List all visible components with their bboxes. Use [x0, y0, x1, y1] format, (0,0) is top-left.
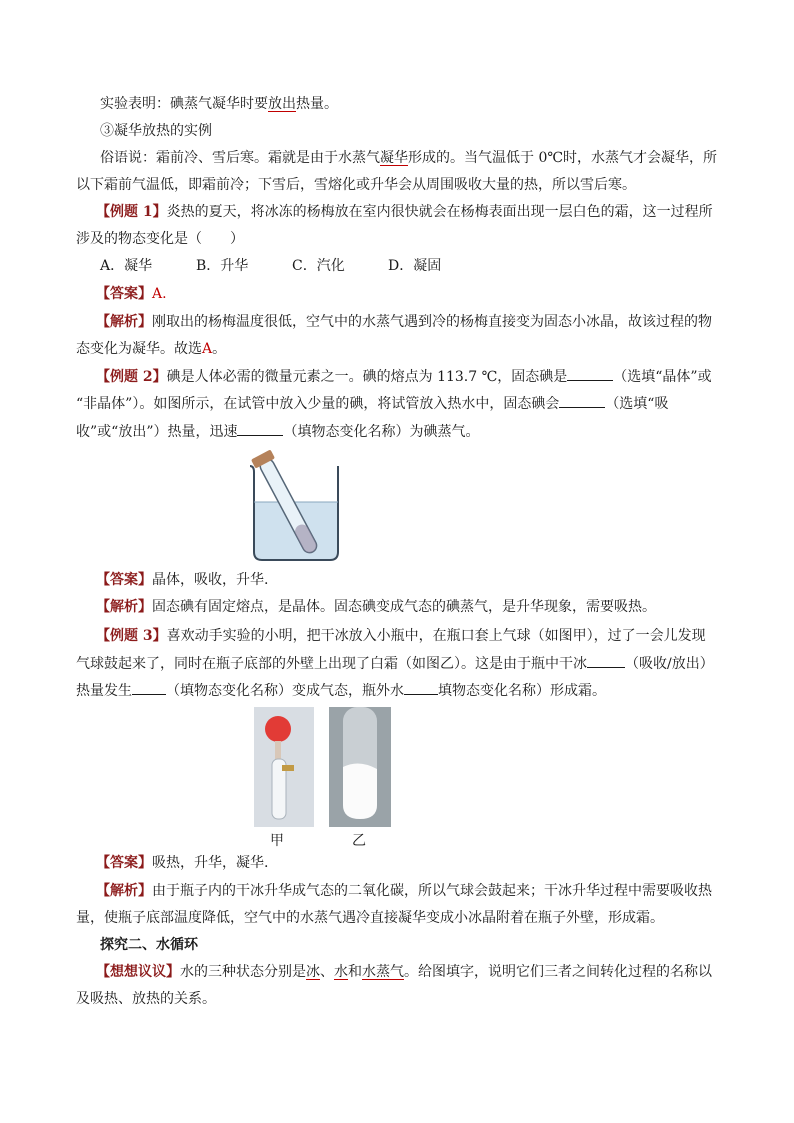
- example1-answer: [96, 284, 746, 304]
- text: （选填“晶体”或: [613, 369, 712, 385]
- proverb-line: [100, 148, 750, 168]
- proverb-line-2: 以下霜前气温低，即霜前冷；下雪后，雪熔化或升华会从周围吸收大量的热，所以雪后寒。: [76, 177, 636, 193]
- balloon: [265, 716, 291, 742]
- answer-tag: 【答案】: [96, 572, 152, 588]
- example-tag: 【例题 2】: [96, 369, 167, 385]
- text: 实验表明：碘蒸气凝华时要: [100, 96, 268, 112]
- text: 填物态变化名称）形成霜。: [438, 683, 606, 699]
- option-a: A．凝华: [100, 258, 153, 274]
- option-c: C．汽化: [292, 258, 345, 274]
- answer-value: 晶体，吸收，升华.: [152, 572, 269, 588]
- subheading-examples: ③凝华放热的实例: [100, 123, 212, 139]
- think-discuss: [96, 962, 746, 982]
- example2-analysis: [96, 597, 746, 617]
- analysis-tag: 【解析】: [96, 599, 152, 615]
- example2-question: [96, 366, 746, 387]
- text: 、: [320, 964, 334, 980]
- text: 刚取出的杨梅温度很低，空气中的水蒸气遇到冷的杨梅直接变为固态小冰晶，故该过程的物: [152, 314, 712, 330]
- analysis-tag: 【解析】: [96, 883, 152, 899]
- section-heading: 探究二、水循环: [100, 937, 198, 953]
- answer-blank[interactable]: [587, 653, 625, 668]
- example3-question-2: [76, 653, 726, 674]
- example2-answer: [96, 570, 746, 590]
- answer-letter: A: [202, 341, 213, 357]
- text: 形成的。当气温低于 0℃时，水蒸气才会凝华，所: [408, 150, 718, 166]
- text: （吸收/放出）: [625, 656, 714, 672]
- answer-value: 吸热，升华，凝华.: [152, 855, 269, 871]
- example2-question-3: [76, 421, 726, 442]
- text: 由于瓶子内的干冰升华成气态的二氧化碳，所以气球会鼓起来；干冰升华过程中需要吸收热: [152, 883, 712, 899]
- text: 气球鼓起来了，同时在瓶子底部的外壁上出现了白霜（如图乙）。这是由于瓶中干冰: [76, 656, 587, 672]
- example2-question-2: [76, 393, 726, 414]
- figure-yi-caption: 乙: [352, 833, 366, 849]
- white-frost: [343, 763, 377, 819]
- text: 。给图填字，说明它们三者之间转化过程的名称以: [404, 964, 712, 980]
- example-tag: 【例题 3】: [96, 628, 167, 644]
- text: （填物态变化名称）变成气态，瓶外水: [166, 683, 404, 699]
- answer-tag: 【答案】: [96, 855, 152, 871]
- text: 态变化为凝华。故选: [76, 341, 202, 357]
- example3-question-3: [76, 680, 726, 701]
- text: 热量。: [296, 96, 338, 112]
- analysis-tag: 【解析】: [96, 314, 152, 330]
- text: （选填“吸: [605, 396, 669, 412]
- text: 收”或“放出”）热量，迅速: [76, 424, 238, 440]
- text: 。: [212, 341, 227, 357]
- figure-yi-frosted-tube: [329, 707, 391, 827]
- text: 水的三种状态分别是: [180, 964, 306, 980]
- clamp: [282, 765, 294, 771]
- answer-blank[interactable]: [237, 421, 283, 436]
- think-discuss-tag: 【想想议议】: [96, 964, 180, 980]
- example3-answer: [96, 853, 746, 873]
- answer-blank[interactable]: [404, 680, 438, 695]
- text: （填物态变化名称）为碘蒸气。: [283, 424, 480, 440]
- answer-blank[interactable]: [567, 366, 613, 381]
- example1-analysis-2: [76, 339, 726, 359]
- example1-question-2: 涉及的物态变化是（ ）: [76, 231, 244, 247]
- balloon-neck: [275, 741, 281, 761]
- answer-blank[interactable]: [559, 393, 605, 408]
- figure-jia-balloon-bottle: [254, 707, 314, 827]
- answer-tag: 【答案】: [96, 286, 152, 302]
- figure-jia-caption: 甲: [270, 833, 284, 849]
- text: 炎热的夏天，将冰冻的杨梅放在室内很快就会在杨梅表面出现一层白色的霜，这一过程所: [166, 204, 713, 220]
- text: 和: [348, 964, 362, 980]
- example3-question: [96, 626, 746, 646]
- text: 固态碘有固定熔点，是晶体。固态碘变成气态的碘蒸气，是升华现象，需要吸热。: [152, 599, 656, 615]
- example3-analysis-2: 量，使瓶子底部温度降低，空气中的水蒸气遇冷直接凝华变成小冰晶附着在瓶子外壁，形成霜。: [76, 910, 664, 926]
- underlined-term: 冰: [306, 964, 320, 980]
- text: 热量发生: [76, 683, 132, 699]
- example1-analysis: [96, 312, 746, 332]
- text: 俗语说：霜前冷、雪后寒。霜就是由于水蒸气: [100, 150, 380, 166]
- beaker-test-tube-figure: [240, 448, 340, 564]
- option-b: B．升华: [196, 258, 249, 274]
- text: 喜欢动手实验的小明，把干冰放入小瓶中，在瓶口套上气球（如图甲），过了一会儿发现: [166, 628, 706, 644]
- option-d: D．凝固: [388, 258, 442, 274]
- underlined-term: 水蒸气: [362, 964, 404, 980]
- underlined-term: 水: [334, 964, 348, 980]
- text: 碘是人体必需的微量元素之一。碘的熔点为 113.7 ℃，固态碘是: [166, 369, 568, 385]
- example3-analysis: [96, 881, 746, 901]
- answer-value: A.: [152, 286, 167, 302]
- answer-blank[interactable]: [132, 680, 166, 695]
- think-discuss-2: 及吸热、放热的关系。: [76, 991, 216, 1007]
- conclusion-line: [100, 94, 750, 114]
- example1-options: [100, 256, 750, 276]
- underlined-term: 凝华: [380, 150, 408, 166]
- text: “非晶体”）。如图所示，在试管中放入少量的碘，将试管放入热水中，固态碘会: [76, 396, 560, 412]
- underlined-term: 放出: [268, 96, 296, 112]
- example-tag: 【例题 1】: [96, 204, 167, 220]
- example1-question: [96, 202, 746, 222]
